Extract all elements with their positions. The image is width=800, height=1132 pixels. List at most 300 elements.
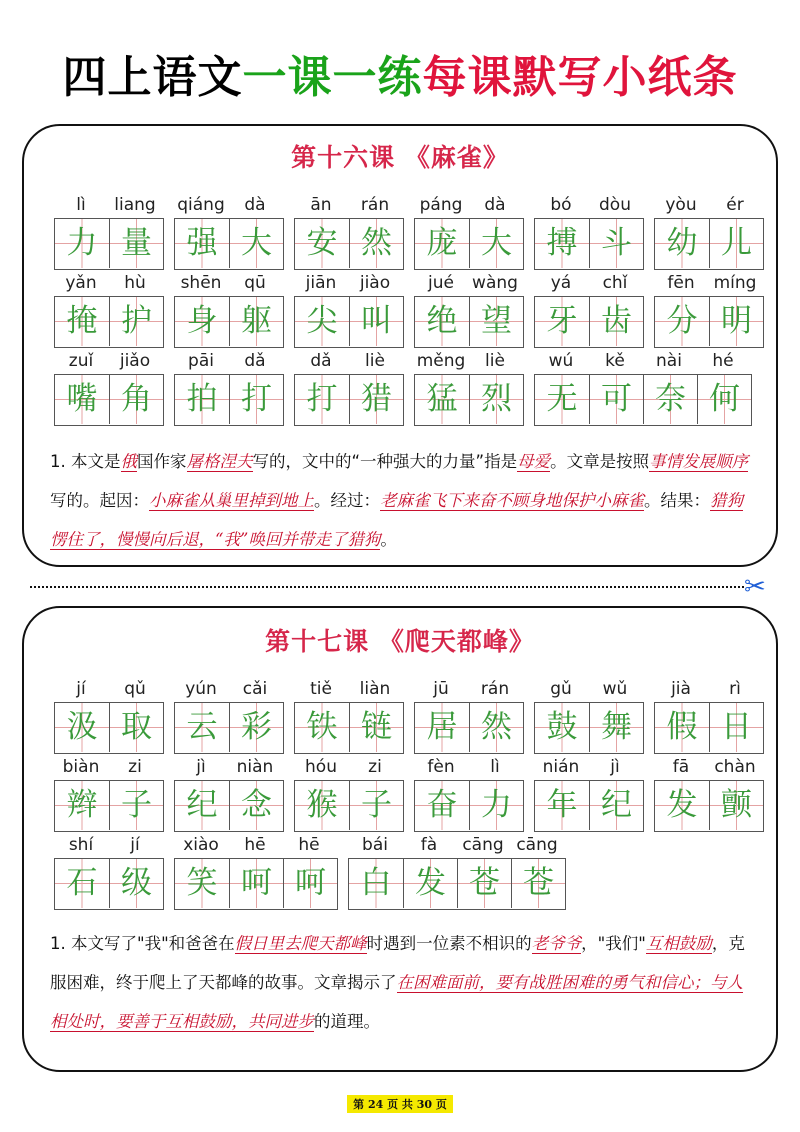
char-cell (709, 703, 763, 752)
pinyin-syllable: wàng (472, 273, 518, 293)
pinyin-syllable: fèn (427, 757, 455, 777)
tian-grid-boxes (294, 218, 404, 270)
tian-grid-boxes (54, 218, 164, 270)
char-cell (175, 781, 229, 830)
pinyin-syllable: kě (605, 351, 625, 371)
lesson-17-card (22, 606, 778, 1072)
hanzi-char: 子 (361, 787, 392, 823)
hanzi-char: 可 (601, 381, 632, 417)
char-cell (589, 297, 643, 346)
pinyin-syllable: jì (610, 757, 620, 777)
pinyin-row (534, 270, 642, 296)
pinyin-syllable: fà (420, 835, 438, 855)
pinyin-syllable: qū (244, 273, 266, 293)
tian-grid-boxes (174, 218, 284, 270)
answer-fill: 猎狗愣住了，慢慢向后退，“我”唤回并带走了猎狗 (50, 491, 743, 549)
pinyin-syllable: ér (726, 195, 744, 215)
hanzi-char: 身 (186, 303, 218, 339)
hanzi-char: 拍 (186, 381, 218, 417)
word-row (24, 676, 776, 756)
scissors-icon: ✂ (744, 572, 766, 602)
char-cell (709, 781, 763, 830)
pinyin-syllable: jí (130, 835, 140, 855)
pinyin-syllable: jiān (305, 273, 337, 293)
passage-text: 的道理。 (314, 1012, 380, 1031)
hanzi-char: 发 (415, 865, 446, 901)
hanzi-char: 白 (360, 865, 392, 901)
pinyin-syllable: yǎn (65, 273, 97, 293)
pinyin-row (654, 754, 762, 780)
tian-grid-boxes (534, 296, 644, 348)
passage-text: ，克服困难，终于爬上了天都峰的故事。文章揭示了 (50, 934, 745, 992)
hanzi-char: 苍 (469, 865, 500, 901)
pinyin-syllable: xiào (183, 835, 219, 855)
hanzi-char: 力 (481, 787, 512, 823)
answer-fill: 在困难面前，要有战胜困难的勇气和信心；与人相处时，要善于互相鼓励，共同进步 (50, 973, 743, 1031)
char-cell (229, 219, 283, 268)
pinyin-row (534, 754, 642, 780)
answer-fill: 互相鼓励 (645, 934, 712, 953)
char-cell (415, 375, 469, 424)
tian-grid-boxes (294, 780, 404, 832)
lesson-16-card (22, 124, 778, 567)
hanzi-char: 呵 (241, 865, 272, 901)
pinyin-syllable: nài (656, 351, 682, 371)
hanzi-char: 纪 (601, 787, 632, 823)
hanzi-char: 纪 (186, 787, 218, 823)
hanzi-char: 猛 (426, 381, 458, 417)
word-row (24, 270, 776, 350)
pinyin-row (174, 754, 282, 780)
char-cell (295, 781, 349, 830)
hanzi-char: 掩 (66, 303, 98, 339)
pinyin-syllable: qiáng (177, 195, 225, 215)
hanzi-char: 打 (306, 381, 338, 417)
tian-grid-boxes (54, 858, 164, 910)
passage-text: 写的，文中的“一种强大的力量”指是 (252, 452, 518, 471)
hanzi-char: 辫 (66, 787, 98, 823)
tian-grid-boxes (414, 780, 524, 832)
hanzi-char: 石 (66, 865, 98, 901)
hanzi-char: 躯 (241, 303, 272, 339)
char-cell (109, 297, 163, 346)
word-row (24, 754, 776, 834)
char-cell (55, 859, 109, 908)
char-cell (655, 297, 709, 346)
tian-grid-boxes (54, 702, 164, 754)
passage-text: 。 (380, 530, 397, 549)
pinyin-syllable: fēn (667, 273, 695, 293)
hanzi-char: 搏 (546, 225, 578, 261)
char-cell (709, 219, 763, 268)
pinyin-syllable: jū (433, 679, 449, 699)
tian-grid-boxes (174, 780, 284, 832)
char-cell (109, 375, 163, 424)
hanzi-char: 年 (546, 787, 578, 823)
pinyin-row (348, 832, 564, 858)
pinyin-syllable: rán (360, 195, 390, 215)
pinyin-syllable: zi (368, 757, 382, 777)
pinyin-syllable: cǎi (242, 679, 268, 699)
pinyin-syllable: dà (244, 195, 266, 215)
answer-fill: 小麻雀从巢里掉到地上 (149, 491, 314, 510)
char-cell (175, 297, 229, 346)
pinyin-row (654, 192, 762, 218)
passage-text: 写的。起因： (50, 491, 149, 510)
tian-grid-boxes (348, 858, 566, 910)
pinyin-syllable: shēn (180, 273, 222, 293)
char-cell (655, 219, 709, 268)
word-row (24, 348, 776, 428)
answer-fill: 假日里去爬天都峰 (234, 934, 367, 953)
hanzi-char: 发 (666, 787, 698, 823)
pinyin-syllable: yá (550, 273, 572, 293)
pinyin-row (54, 676, 162, 702)
char-cell (349, 219, 403, 268)
char-cell (535, 703, 589, 752)
pinyin-syllable: cāng (462, 835, 504, 855)
pinyin-row (174, 192, 282, 218)
pinyin-syllable: lì (490, 757, 500, 777)
hanzi-char: 颤 (721, 787, 752, 823)
pinyin-syllable: liang (114, 195, 156, 215)
pinyin-syllable: wú (548, 351, 574, 371)
pinyin-syllable: fā (672, 757, 690, 777)
hanzi-char: 大 (241, 225, 272, 261)
tian-grid-boxes (54, 780, 164, 832)
pinyin-syllable: ān (310, 195, 332, 215)
char-cell (469, 297, 523, 346)
char-cell (175, 859, 229, 908)
pinyin-row (294, 192, 402, 218)
passage-text: 1. 本文写了"我"和爸爸在 (50, 934, 235, 953)
pinyin-syllable: lì (76, 195, 86, 215)
tian-grid-boxes (174, 702, 284, 754)
pinyin-syllable: jué (428, 273, 454, 293)
lesson-16-passage (50, 442, 752, 559)
hanzi-char: 然 (481, 709, 512, 745)
char-cell (415, 219, 469, 268)
hanzi-char: 日 (721, 709, 752, 745)
char-cell (55, 375, 109, 424)
tian-grid-boxes (534, 780, 644, 832)
pinyin-syllable: dǎ (244, 351, 266, 371)
char-cell (415, 703, 469, 752)
hanzi-char: 奋 (426, 787, 458, 823)
hanzi-char: 居 (426, 709, 458, 745)
pinyin-syllable: shí (68, 835, 94, 855)
tian-grid-boxes (534, 374, 752, 426)
hanzi-char: 彩 (241, 709, 272, 745)
pinyin-row (174, 676, 282, 702)
tian-grid-boxes (294, 296, 404, 348)
tian-grid-boxes (174, 296, 284, 348)
tian-grid-boxes (414, 374, 524, 426)
char-cell (535, 781, 589, 830)
pinyin-syllable: chàn (714, 757, 756, 777)
pinyin-row (654, 676, 762, 702)
char-cell (469, 703, 523, 752)
hanzi-char: 奈 (655, 381, 686, 417)
char-cell (403, 859, 457, 908)
hanzi-char: 猴 (306, 787, 338, 823)
page-number: 第 24 页 共 30 页 (347, 1095, 453, 1113)
hanzi-char: 苍 (523, 865, 554, 901)
hanzi-char: 牙 (546, 303, 578, 339)
pinyin-row (414, 192, 522, 218)
tian-grid-boxes (54, 374, 164, 426)
hanzi-char: 强 (186, 225, 218, 261)
char-cell (175, 703, 229, 752)
answer-fill: 老爷爷 (531, 934, 582, 953)
tian-grid-boxes (294, 374, 404, 426)
pinyin-row (294, 270, 402, 296)
char-cell (469, 781, 523, 830)
char-cell (295, 297, 349, 346)
pinyin-row (534, 676, 642, 702)
tian-grid-boxes (174, 858, 338, 910)
word-row (24, 832, 776, 912)
tian-grid-boxes (54, 296, 164, 348)
char-cell (415, 781, 469, 830)
pinyin-syllable: jì (196, 757, 206, 777)
pinyin-syllable: jiào (359, 273, 391, 293)
char-cell (109, 781, 163, 830)
hanzi-char: 大 (481, 225, 512, 261)
hanzi-char: 无 (546, 381, 578, 417)
hanzi-char: 儿 (721, 225, 752, 261)
pinyin-syllable: gǔ (550, 679, 572, 699)
pinyin-syllable: míng (713, 273, 757, 293)
char-cell (655, 781, 709, 830)
hanzi-char: 齿 (601, 303, 632, 339)
char-cell (349, 703, 403, 752)
char-cell (229, 375, 283, 424)
pinyin-syllable: bái (362, 835, 388, 855)
char-cell (457, 859, 511, 908)
answer-fill: 母爱 (517, 452, 551, 471)
tian-grid-boxes (414, 296, 524, 348)
char-cell (175, 375, 229, 424)
char-cell (295, 219, 349, 268)
pinyin-row (54, 832, 162, 858)
pinyin-syllable: yún (185, 679, 217, 699)
pinyin-syllable: bó (550, 195, 572, 215)
char-cell (535, 219, 589, 268)
char-cell (589, 219, 643, 268)
hanzi-char: 叫 (361, 303, 392, 339)
char-cell (469, 219, 523, 268)
hanzi-char: 庞 (426, 225, 458, 261)
char-cell (295, 703, 349, 752)
pinyin-syllable: pāi (188, 351, 214, 371)
char-cell (655, 703, 709, 752)
hanzi-char: 笑 (186, 865, 218, 901)
hanzi-char: 安 (306, 225, 338, 261)
char-cell (349, 781, 403, 830)
char-cell (697, 375, 751, 424)
hanzi-char: 幼 (666, 225, 698, 261)
hanzi-char: 何 (709, 381, 740, 417)
char-cell (55, 297, 109, 346)
tian-grid-boxes (174, 374, 284, 426)
char-cell (643, 375, 697, 424)
pinyin-syllable: dòu (599, 195, 631, 215)
page-title (0, 48, 800, 108)
pinyin-row (174, 270, 282, 296)
pinyin-syllable: hē (244, 835, 266, 855)
pinyin-syllable: dà (484, 195, 506, 215)
char-cell (589, 781, 643, 830)
hanzi-char: 力 (66, 225, 98, 261)
tian-grid-boxes (414, 218, 524, 270)
char-cell (709, 297, 763, 346)
hanzi-char: 链 (361, 709, 392, 745)
char-cell (283, 859, 337, 908)
hanzi-char: 汲 (66, 709, 98, 745)
pinyin-syllable: jià (671, 679, 691, 699)
pinyin-syllable: hē (298, 835, 320, 855)
char-cell (589, 703, 643, 752)
pinyin-syllable: zi (128, 757, 142, 777)
pinyin-syllable: rán (480, 679, 510, 699)
cut-line (30, 586, 744, 588)
pinyin-syllable: niàn (236, 757, 274, 777)
char-cell (469, 375, 523, 424)
tian-grid-boxes (414, 702, 524, 754)
hanzi-char: 铁 (306, 709, 338, 745)
char-cell (511, 859, 565, 908)
pinyin-syllable: wǔ (602, 679, 628, 699)
hanzi-char: 然 (361, 225, 392, 261)
pinyin-syllable: hóu (305, 757, 337, 777)
pinyin-syllable: zuǐ (68, 351, 94, 371)
tian-grid-boxes (654, 296, 764, 348)
hanzi-char: 护 (121, 303, 152, 339)
passage-text: 国作家 (137, 452, 187, 471)
hanzi-char: 烈 (481, 381, 512, 417)
lesson-16-title: 第十六课 《麻雀》 (291, 143, 509, 172)
answer-fill: 俄 (120, 452, 137, 471)
tian-grid-boxes (534, 218, 644, 270)
pinyin-syllable: hù (124, 273, 146, 293)
pinyin-syllable: biàn (62, 757, 100, 777)
pinyin-syllable: yòu (665, 195, 697, 215)
hanzi-char: 子 (121, 787, 152, 823)
char-cell (589, 375, 643, 424)
pinyin-syllable: liè (485, 351, 505, 371)
hanzi-char: 分 (666, 303, 698, 339)
pinyin-row (174, 832, 336, 858)
char-cell (229, 297, 283, 346)
answer-fill: 事情发展顺序 (649, 452, 749, 471)
pinyin-syllable: tiě (310, 679, 332, 699)
hanzi-char: 嘴 (66, 381, 98, 417)
char-cell (535, 375, 589, 424)
passage-text: 。文章是按照 (550, 452, 650, 471)
char-cell (109, 219, 163, 268)
pinyin-syllable: dǎ (310, 351, 332, 371)
char-cell (109, 859, 163, 908)
title-part-3: 每课默写小纸条 (422, 52, 738, 103)
lesson-17-passage (50, 924, 752, 1041)
tian-grid-boxes (654, 780, 764, 832)
char-cell (229, 859, 283, 908)
word-row (24, 192, 776, 272)
pinyin-row (414, 754, 522, 780)
char-cell (349, 297, 403, 346)
hanzi-char: 呵 (295, 865, 326, 901)
lesson-17-title: 第十七课 《爬天都峰》 (265, 627, 535, 656)
tian-grid-boxes (654, 218, 764, 270)
pinyin-row (294, 348, 402, 374)
char-cell (349, 375, 403, 424)
char-cell (295, 375, 349, 424)
char-cell (55, 219, 109, 268)
pinyin-syllable: jí (76, 679, 86, 699)
pinyin-syllable: qǔ (124, 679, 146, 699)
tian-grid-boxes (654, 702, 764, 754)
answer-fill: 屠格涅夫 (186, 452, 253, 471)
answer-fill: 老麻雀飞下来奋不顾身地保护小麻雀 (380, 491, 644, 510)
pinyin-row (174, 348, 282, 374)
passage-text: 1. 本文是 (50, 452, 121, 471)
pinyin-row (294, 676, 402, 702)
pinyin-row (414, 676, 522, 702)
hanzi-char: 角 (121, 381, 152, 417)
hanzi-char: 望 (481, 303, 512, 339)
hanzi-char: 打 (241, 381, 272, 417)
passage-text: 时遇到一位素不相识的 (366, 934, 532, 953)
char-cell (109, 703, 163, 752)
hanzi-char: 猎 (361, 381, 392, 417)
hanzi-char: 斗 (601, 225, 632, 261)
hanzi-char: 量 (121, 225, 152, 261)
tian-grid-boxes (294, 702, 404, 754)
passage-text: 。经过： (314, 491, 380, 510)
pinyin-syllable: rì (729, 679, 741, 699)
pinyin-syllable: páng (419, 195, 463, 215)
hanzi-char: 云 (186, 709, 218, 745)
pinyin-row (54, 270, 162, 296)
hanzi-char: 念 (241, 787, 272, 823)
pinyin-row (534, 348, 750, 374)
char-cell (415, 297, 469, 346)
char-cell (229, 781, 283, 830)
pinyin-syllable: liè (365, 351, 385, 371)
char-cell (535, 297, 589, 346)
hanzi-char: 绝 (426, 303, 458, 339)
pinyin-row (534, 192, 642, 218)
title-part-1: 四上语文 (62, 52, 243, 103)
hanzi-char: 舞 (601, 709, 632, 745)
pinyin-row (414, 348, 522, 374)
pinyin-row (414, 270, 522, 296)
hanzi-char: 假 (666, 709, 698, 745)
hanzi-char: 级 (121, 865, 152, 901)
char-cell (175, 219, 229, 268)
pinyin-syllable: cāng (516, 835, 558, 855)
title-part-2: 一课一练 (242, 52, 423, 103)
pinyin-syllable: hé (712, 351, 734, 371)
pinyin-row (654, 270, 762, 296)
pinyin-syllable: nián (542, 757, 580, 777)
hanzi-char: 明 (721, 303, 752, 339)
pinyin-row (54, 192, 162, 218)
char-cell (349, 859, 403, 908)
hanzi-char: 鼓 (546, 709, 578, 745)
char-cell (55, 703, 109, 752)
